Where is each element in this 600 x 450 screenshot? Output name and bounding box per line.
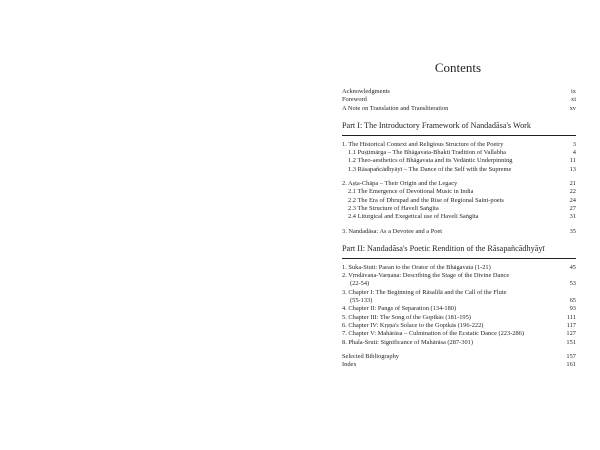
toc-entry-label: 2.2 The Era of Dhrupad and the Rise of Regional Saint-poets xyxy=(348,196,504,204)
toc-entry-label: 5. Chapter III: The Song of the Gopikās (181-195) xyxy=(342,313,471,321)
toc-chapter xyxy=(342,180,576,188)
toc-entry-page: 127 xyxy=(566,330,576,338)
toc-entry-label: 2.1 The Emergence of Devotional Music in India xyxy=(348,188,474,196)
toc-subsection xyxy=(342,188,576,196)
toc-entry-label: Selected Bibliography xyxy=(342,352,399,360)
toc-entry-label: 3. Nandadāsa: As a Devotee and a Poet xyxy=(342,227,443,235)
toc-entry-page: xv xyxy=(569,104,576,112)
toc-entry-page: 24 xyxy=(569,196,576,204)
toc-entry-label: 2.4 Liturgical and Exegetical use of Havelī Saṅgīta xyxy=(348,213,479,221)
toc-entry-label: 1. Śuka-Stuti: Paean to the Orator of the Bhāgavata (1-21) xyxy=(342,263,491,271)
toc-entry-page: xi xyxy=(571,96,576,104)
toc-entry-label: Acknowledgments xyxy=(342,88,390,95)
toc-entry-label: 8. Phala-Śruti: Significance of Mahārāsa (287-301) xyxy=(342,338,473,346)
toc-entry-label: 1.3 Rāsapañcādhyāyī – The Dance of the Self with the Supreme xyxy=(348,165,512,173)
toc-entry xyxy=(342,264,576,272)
part-2-title: Part II: Nandadāsa's Poetic Rendition of the Rāsapañcādhyāyī xyxy=(342,243,545,253)
toc-subsection xyxy=(342,157,576,165)
toc-entry-page: 4 xyxy=(572,149,576,157)
toc-chapter xyxy=(342,141,576,149)
toc-entry-page: 157 xyxy=(566,352,576,360)
toc-entry-page: 21 xyxy=(569,180,576,188)
toc-entry xyxy=(342,361,576,369)
toc-subsection xyxy=(342,166,576,174)
toc-entry-page: 11 xyxy=(569,157,576,165)
toc-entry-label: 2. Vṛndāvana-Varṇana: Describing the Stage of the Divine Dance xyxy=(342,272,510,280)
toc-entry-label: 1. The Historical Context and Religious Structure of the Poetry xyxy=(342,140,504,148)
toc-entry-page: 13 xyxy=(569,165,576,173)
toc-entry xyxy=(342,330,576,338)
toc-entry-label: 1.2 Theo-aesthetics of Bhāgavata and its Vedāntic Underpinning xyxy=(348,157,513,165)
toc-entry xyxy=(342,105,576,113)
toc-entry xyxy=(342,289,576,297)
toc-entry-label: Index xyxy=(342,361,357,369)
table-of-contents xyxy=(342,88,576,369)
toc-entry-continuation xyxy=(342,280,576,288)
toc-entry xyxy=(342,305,576,313)
toc-entry xyxy=(342,322,576,330)
toc-chapter xyxy=(342,228,576,236)
toc-entry-page: 151 xyxy=(566,338,576,346)
toc-entry-label: Foreword xyxy=(342,96,367,104)
toc-entry xyxy=(342,96,576,104)
toc-entry-label: 6. Chapter IV: Kṛṣṇa's Solace to the Gopikās (196-222) xyxy=(342,321,484,329)
toc-entry-page: 3 xyxy=(572,140,576,148)
toc-entry-label: 1.1 Puṣṭimārga – The Bhāgavata-Bhakti Tradition of Vallabha xyxy=(348,149,506,157)
toc-subsection xyxy=(342,149,576,157)
toc-entry-page: 45 xyxy=(569,263,576,271)
toc-subsection xyxy=(342,213,576,221)
toc-entry-page: 27 xyxy=(569,204,576,212)
toc-entry-label: (22-54) xyxy=(350,280,370,288)
toc-entry-page: 117 xyxy=(566,321,576,329)
toc-entry-continuation xyxy=(342,297,576,305)
toc-entry-label: 3. Chapter I: The Beginning of Rāsalīlā and the Call of the Flute xyxy=(342,288,507,296)
toc-entry-page: 31 xyxy=(569,213,576,221)
toc-entry-page: 35 xyxy=(569,227,576,235)
toc-entry xyxy=(342,353,576,361)
toc-entry-page: 111 xyxy=(566,313,576,321)
page-title: Contents xyxy=(434,60,482,75)
toc-entry xyxy=(342,272,576,280)
toc-entry-label: 2.3 The Structure of Havelī Saṅgīta xyxy=(348,204,439,212)
toc-subsection xyxy=(342,205,576,213)
divider xyxy=(342,135,576,136)
toc-entry-label: 2. Aṣṭa-Chāpa – Their Origin and the Legacy xyxy=(342,180,458,188)
toc-entry-page: 161 xyxy=(566,361,576,369)
toc-entry-label: (55-133) xyxy=(350,297,373,305)
toc-subsection xyxy=(342,197,576,205)
toc-entry xyxy=(342,88,576,96)
toc-entry-label: A Note on Translation and Transliteration xyxy=(342,104,449,112)
toc-entry-label: 7. Chapter V: Mahārāsa – Culmination of the Ecstatic Dance (223-286) xyxy=(342,330,525,338)
part-1-title: Part I: The Introductory Framework of Nandadāsa's Work xyxy=(342,120,532,130)
toc-entry-page: 53 xyxy=(569,280,576,288)
toc-entry-page: 65 xyxy=(569,297,576,305)
toc-entry-page: ix xyxy=(571,88,576,95)
toc-entry xyxy=(342,339,576,347)
divider xyxy=(342,258,576,259)
toc-entry-page: 93 xyxy=(569,305,576,313)
toc-entry-page: 22 xyxy=(569,188,576,196)
toc-entry xyxy=(342,314,576,322)
toc-entry-label: 4. Chapter II: Pangs of Separation (134-180) xyxy=(342,305,457,313)
